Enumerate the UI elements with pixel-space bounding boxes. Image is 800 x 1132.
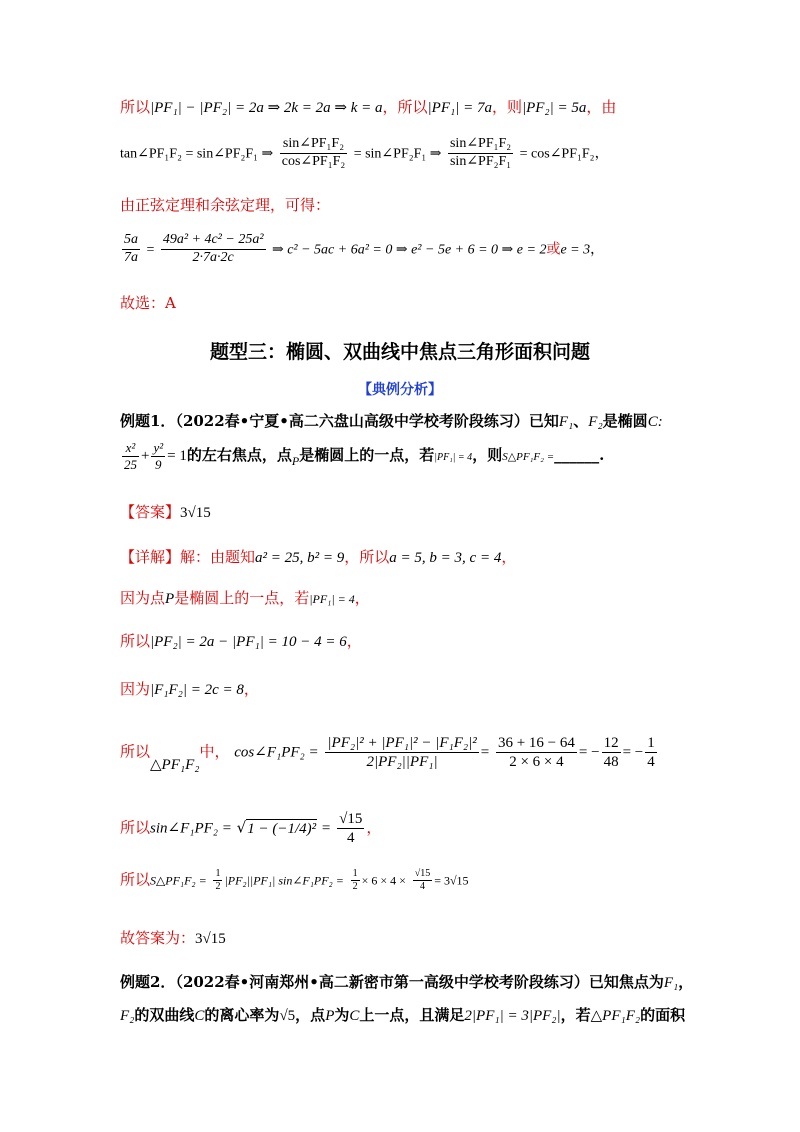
detail-label: 【详解】 (120, 548, 181, 566)
math: e = 3 (560, 242, 591, 258)
math: = 3√15 (434, 873, 469, 888)
math: F₂ (588, 414, 603, 430)
math: cos∠F₁PF₂ = (234, 744, 319, 761)
detail-line-2 (120, 589, 370, 608)
detail-line-5 (120, 734, 659, 771)
example-1-line-1 (120, 412, 663, 431)
text: 中， (199, 742, 230, 761)
detail-line-1 (120, 548, 516, 567)
text: 解：由题知 (180, 548, 256, 566)
final-answer-line (120, 929, 226, 948)
sqrt-symbol: √ (236, 818, 247, 837)
fraction: $\frac{\text{sin∠PF₁F₂}}{\text{cos∠PF₁F₂}}$ (281, 136, 346, 169)
detail-line-6 (120, 810, 381, 847)
section-subheading: 【典例分析】 (358, 382, 442, 398)
text: 所以 (120, 870, 151, 889)
text: ，由 (586, 98, 617, 116)
text: ，所以 (382, 98, 428, 116)
equals: = (321, 820, 331, 837)
text: 的离心率为 (204, 1006, 280, 1024)
math: P (325, 1008, 335, 1024)
text: ，则 (472, 446, 503, 465)
text: ， (678, 973, 694, 991)
text: 故答案为： (120, 929, 196, 947)
example-source: （2022春•河南郑州•高二新密市第一高级中学校考阶段练习）已知焦点为 (175, 973, 664, 991)
text: 是椭圆上的一点，若 (174, 589, 310, 607)
text: 或 (546, 241, 561, 258)
text: . (599, 446, 605, 465)
math: sin∠F₁PF₂ = (150, 820, 232, 837)
fraction: $\frac{12}{48}$ (603, 735, 619, 770)
text: 的面积 (640, 1006, 686, 1024)
math: = 1 (167, 448, 187, 465)
section-heading: 题型三：椭圆、双曲线中焦点三角形面积问题 (209, 341, 590, 363)
plus: + (141, 448, 150, 465)
solution-line-4 (120, 232, 604, 267)
fraction: $\frac{1}{2}$ (352, 868, 358, 892)
fraction: $\frac{√15}{4}$ (414, 868, 431, 892)
solution-line-3: 由正弦定理和余弦定理，可得： (120, 196, 331, 214)
solution-line-5: 故选：A (120, 294, 176, 312)
math: a² = 25, b² = 9 (255, 550, 345, 566)
answer-line (120, 503, 211, 522)
equals: = (480, 744, 490, 761)
text: 是椭圆上的一点，若 (299, 446, 435, 465)
fraction: $\frac{1}{4}$ (647, 735, 655, 770)
example-label: 例题1． (120, 412, 176, 430)
math: C: (647, 414, 663, 430)
math: P (165, 591, 175, 607)
fraction: $\frac{\text{x²}}{25}$ (124, 440, 137, 472)
text: 上一点，且满足 (359, 1006, 465, 1024)
fraction: $\frac{5a}{7a}$ (124, 232, 138, 265)
text: ， (346, 632, 362, 650)
fraction: $\frac{1}{2}$ (215, 868, 221, 892)
math: |F₁F₂| = 2c = 8 (150, 682, 244, 698)
example-source: （2022春•宁夏•高二六盘山高级中学校考阶段练习）已知 (175, 412, 559, 430)
math: = − (622, 744, 644, 761)
text: 因为 (120, 680, 151, 698)
math: √5 (279, 1008, 296, 1024)
math: P (291, 454, 300, 469)
text: ， (243, 680, 259, 698)
math: C (194, 1008, 205, 1024)
text: ， (594, 145, 609, 162)
text: 为 (334, 1006, 350, 1024)
text: 的左右焦点，点 (186, 446, 292, 465)
math: = − (578, 744, 600, 761)
text: ，若 (560, 1006, 591, 1024)
math: F₂ (120, 1008, 135, 1024)
text: ， (501, 548, 517, 566)
example-label: 例题2． (120, 973, 176, 991)
math: ⇒ c² − 5ac + 6a² = 0 ⇒ e² − 5e + 6 = 0 ⇒ e = 2 (271, 242, 547, 258)
math: C (349, 1008, 360, 1024)
math: a = 5, b = 3, c = 4 (389, 550, 502, 566)
detail-line-4 (120, 680, 259, 699)
math: 2|PF₁| = 3|PF₂| (464, 1008, 561, 1024)
math: F₁ (558, 414, 574, 430)
text: ， (366, 818, 382, 837)
detail-line-7 (120, 868, 469, 893)
math: S△PF₁F₂ = (150, 873, 207, 888)
answer-label: 【答案】 (120, 503, 181, 521)
example-2-line-1 (120, 973, 693, 992)
math: |PF₂| = 2a − |PF₁| = 10 − 4 = 6 (150, 634, 347, 650)
text: 的双曲线 (134, 1006, 195, 1024)
fraction: $\frac{\text{|PF₂|² + |PF₁|² − |F₁F₂|²}}{\text{2|PF₂||PF₁|}}$ (327, 735, 477, 770)
example-2-line-2 (120, 1006, 685, 1025)
math: = cos∠PF₁F₂ (519, 146, 595, 162)
text: 、 (573, 412, 589, 430)
text: 所以 (120, 742, 151, 761)
fraction: $\frac{\text{49a² + 4c² − 25a²}}{2\cdot 7a\cdot 2c}$ (162, 232, 264, 265)
detail-line-3 (120, 632, 362, 651)
fraction: $\frac{\text{sin∠PF₁F₂}}{\text{sin∠PF₂F₁}}$ (449, 136, 512, 169)
answer-value: 3√15 (180, 505, 211, 521)
math: |PF₁| − |PF₂| = 2a ⇒ 2k = 2a ⇒ k = a (150, 100, 383, 116)
answer-blank: ______ (554, 446, 600, 465)
example-1-line-2 (120, 440, 604, 472)
text: 所以 (120, 632, 151, 650)
math: |PF₂||PF₁| sin∠F₁PF₂ = (224, 873, 344, 888)
math: △PF₁F₂ (150, 756, 200, 773)
equals: = (146, 242, 155, 258)
text: 所以 (120, 98, 151, 116)
fraction: $\frac{36 + 16 - 64}{2 \times 6 \times 4}$ (497, 735, 575, 770)
final-answer-value: 3√15 (195, 931, 226, 947)
math: tan∠PF₁F₂ = sin∠PF₂F₁ ⇒ (120, 146, 274, 162)
text: ，则 (491, 98, 522, 116)
math: = sin∠PF₂F₁ ⇒ (353, 146, 442, 162)
math: F₁ (663, 975, 679, 991)
math: × 6 × 4 × (361, 873, 406, 888)
fraction: $\frac{√15}{4}$ (339, 811, 363, 846)
math: |PF₁| = 4 (309, 592, 355, 606)
text: ，所以 (344, 548, 390, 566)
text: ，点 (295, 1006, 326, 1024)
math: S△PF₁F₂ = (502, 451, 555, 464)
text: ， (354, 589, 370, 607)
radicand: 1 − (−1/4)² (247, 820, 317, 837)
text: 所以 (120, 818, 151, 837)
text: 因为点 (120, 589, 166, 607)
math: |PF₁| = 7a (427, 100, 492, 116)
text: ， (590, 241, 605, 258)
math: |PF₂| = 5a (521, 100, 587, 116)
solution-line-1 (120, 98, 616, 117)
math: |PF₁| = 4 (434, 452, 473, 464)
fraction: $\frac{\text{y²}}{9}$ (153, 440, 164, 472)
math: △PF₁F₂ (590, 1008, 641, 1024)
text: 是椭圆 (602, 412, 648, 430)
solution-line-2 (120, 136, 609, 171)
